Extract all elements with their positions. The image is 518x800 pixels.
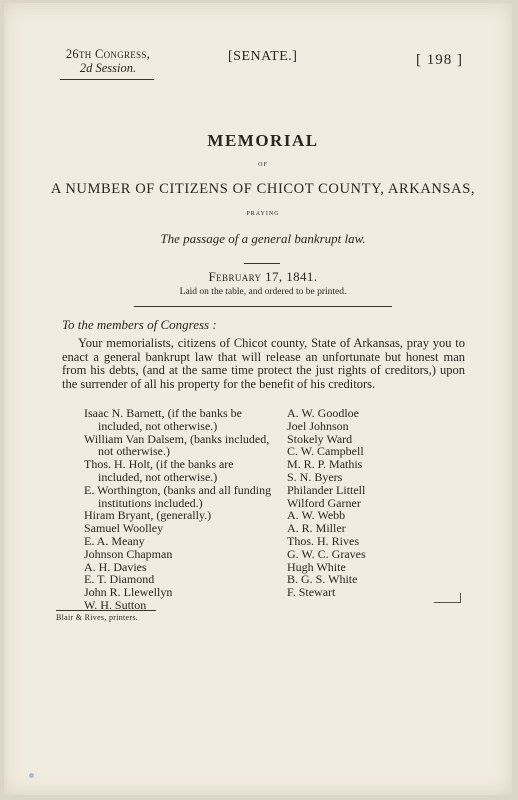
signer: Samuel Woolley xyxy=(84,521,164,536)
signer: Wilford Garner xyxy=(287,495,361,510)
signer: F. Stewart xyxy=(287,585,336,600)
signer: William Van Dalsem, (banks included, not otherwise.) xyxy=(84,431,270,459)
signer: Thos. H. Rives xyxy=(287,533,359,548)
title-passage: The passage of a general bankrupt law. xyxy=(160,231,366,246)
signer: Hugh White xyxy=(287,559,346,574)
signers-left-column xyxy=(84,407,276,612)
signer: A. R. Miller xyxy=(287,521,346,536)
signer: A. W. Goodloe xyxy=(287,406,359,420)
date-month: February xyxy=(208,269,262,284)
title-rule xyxy=(244,263,280,264)
printer-rule xyxy=(56,610,156,611)
printer-credit: Blair & Rives, printers. xyxy=(56,613,139,622)
chamber-label: [SENATE.] xyxy=(228,49,298,64)
signer: S. N. Byers xyxy=(287,469,343,484)
salutation: To the members of Congress : xyxy=(62,317,217,332)
laid-on-table: Laid on the table, and ordered to be printed. xyxy=(179,287,347,297)
signer: Joel Johnson xyxy=(287,418,349,433)
signer: Philander Littell xyxy=(287,482,366,497)
signer: G. W. C. Graves xyxy=(287,546,366,561)
date-rest: 17, 1841. xyxy=(261,269,318,284)
memorial-body: Your memorialists, citizens of Chicot county, State of Arkansas, pray you to enact a general bankrupt law that will release an unfortunate but honest man from his debts, (and at the same time protect the just rights of creditors,) upon the surrender of all his property for the benefit of his creditors. xyxy=(62,336,465,391)
session-label: 2d Session. xyxy=(79,61,137,75)
signer: Hiram Bryant, (generally.) xyxy=(84,508,212,523)
signer: M. R. P. Mathis xyxy=(287,457,363,472)
signer: E. Worthington, (banks and all funding institutions included.) xyxy=(84,482,272,510)
congress-label: 26th Congress, xyxy=(65,47,151,61)
congress-session xyxy=(62,47,154,75)
signer: Thos. H. Holt, (if the banks are included, not otherwise.) xyxy=(84,457,234,484)
signer: John R. Llewellyn xyxy=(84,585,173,600)
memorial-title: MEMORIAL xyxy=(207,131,319,150)
signer: E. A. Meany xyxy=(84,533,145,548)
signer: B. G. S. White xyxy=(287,572,358,587)
signer: E. T. Diamond xyxy=(84,572,155,587)
document-number: [ 198 ] xyxy=(416,52,463,68)
signer: Johnson Chapman xyxy=(84,546,173,561)
paper-stain xyxy=(29,773,34,778)
title-praying: PRAYING xyxy=(246,211,280,217)
signer: Stokely Ward xyxy=(287,431,353,446)
title-subject: A NUMBER OF CITIZENS OF CHICOT COUNTY, ARKANSAS, xyxy=(50,181,476,197)
signers-right-column xyxy=(287,407,467,599)
signer: W. H. Sutton xyxy=(84,597,147,612)
header-rule xyxy=(60,79,154,80)
section-rule xyxy=(134,306,392,307)
document-page xyxy=(4,3,512,795)
signer: Isaac N. Barnett, (if the banks be included, not otherwise.) xyxy=(84,406,242,433)
ink-mark xyxy=(434,593,461,603)
title-of: OF xyxy=(258,162,268,168)
signer: A. H. Davies xyxy=(84,559,147,574)
signer: C. W. Campbell xyxy=(287,444,364,459)
signer: A. W. Webb xyxy=(287,508,346,523)
date-line xyxy=(4,269,518,285)
